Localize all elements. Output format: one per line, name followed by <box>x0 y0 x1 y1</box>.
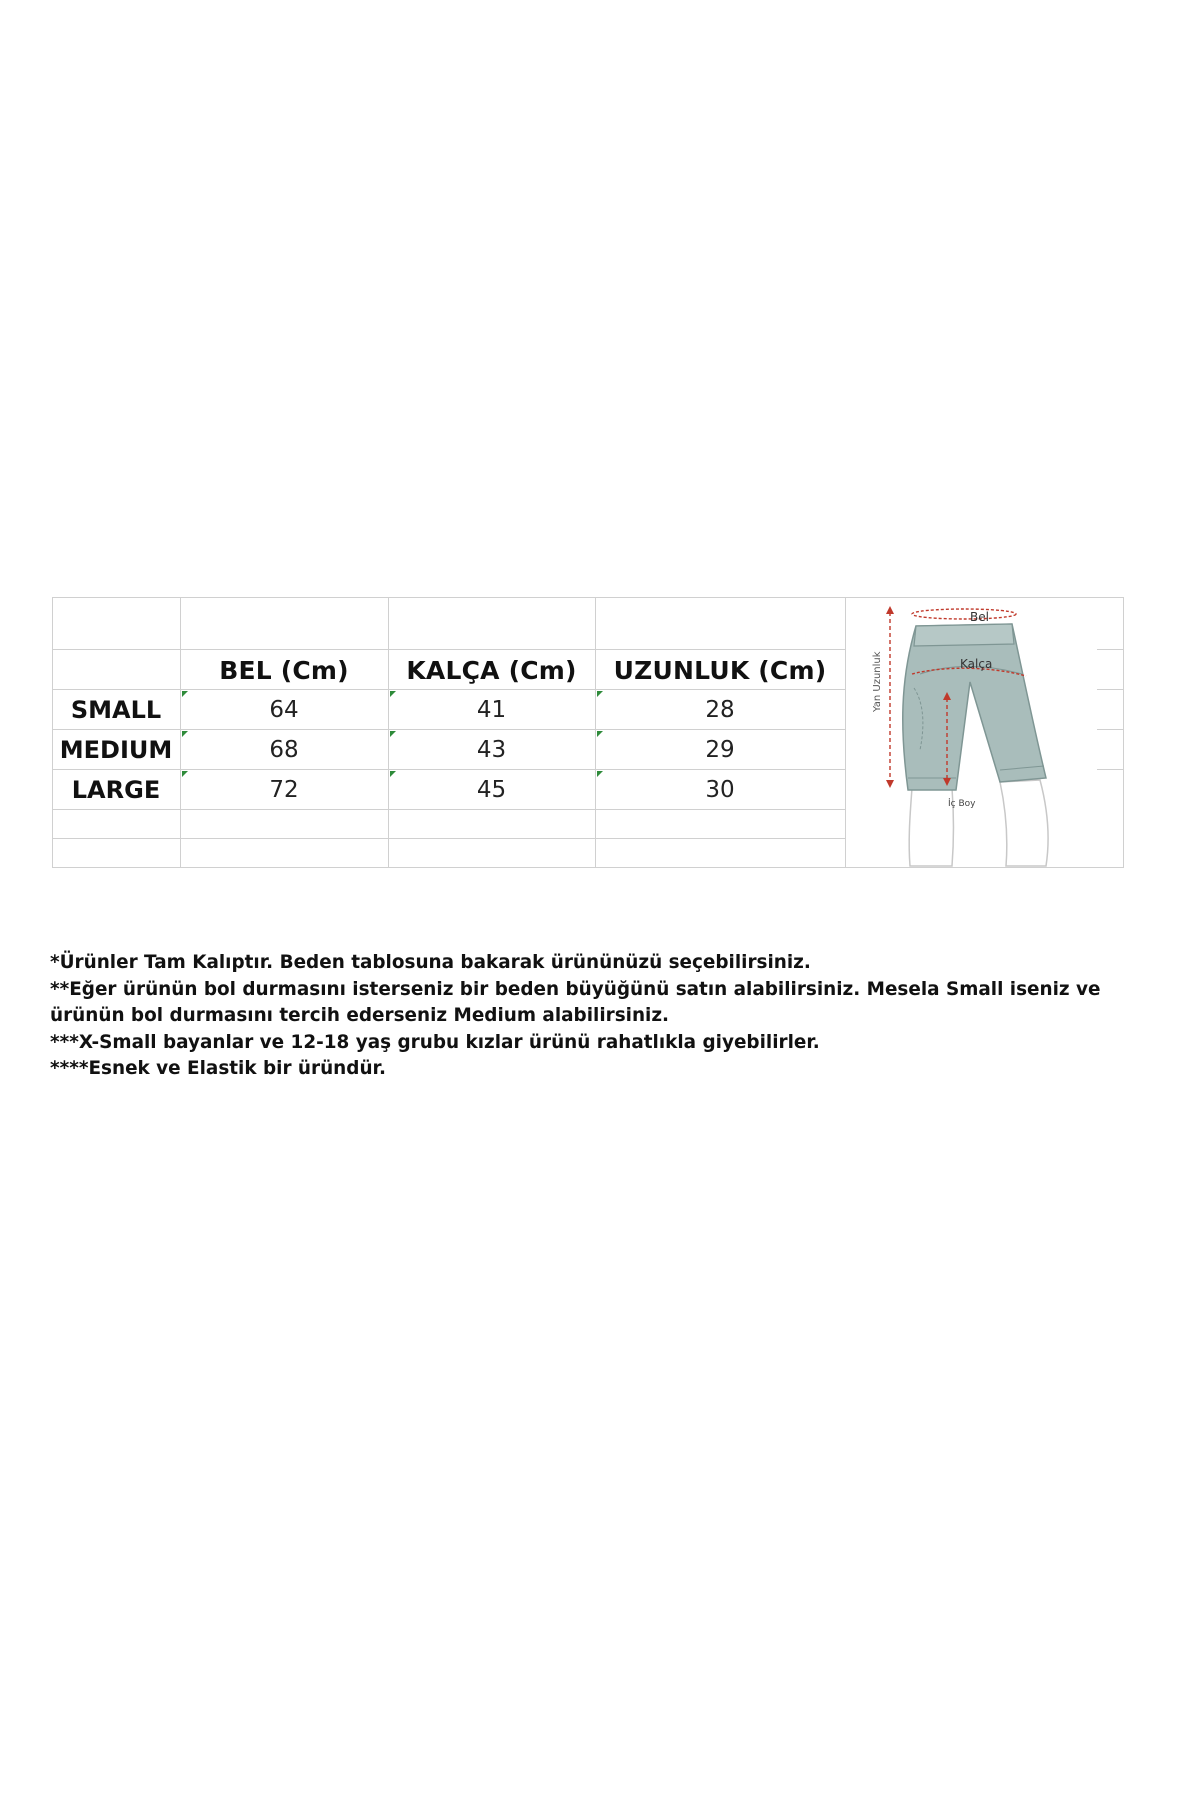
waist-measure <box>912 609 1016 619</box>
cell-marker <box>597 691 603 697</box>
cell-medium-length: 29 <box>705 737 735 763</box>
grid-line <box>52 597 1124 598</box>
cell-marker <box>390 731 396 737</box>
row-label-large: LARGE <box>71 776 161 804</box>
cell-marker <box>182 691 188 697</box>
header-waist: BEL (Cm) <box>219 655 349 685</box>
shorts-body <box>903 624 1046 790</box>
note-1: *Ürünler Tam Kalıptır. Beden tablosuna bakarak ürününüzü seçebilirsiniz. <box>50 952 811 973</box>
waistband <box>914 624 1014 646</box>
grid-line <box>1123 597 1124 868</box>
cell-marker <box>597 731 603 737</box>
row-label-medium: MEDIUM <box>59 736 173 764</box>
shorts-measurement-illustration <box>850 600 1110 868</box>
cell-marker <box>182 771 188 777</box>
cell-marker <box>597 771 603 777</box>
cell-small-hip: 41 <box>476 697 507 723</box>
waist-label: Bel <box>970 610 989 624</box>
row-label-small: SMALL <box>70 696 162 724</box>
cell-large-hip: 45 <box>476 777 507 803</box>
cell-marker <box>182 731 188 737</box>
inseam-label: İç Boy <box>948 799 976 809</box>
cell-medium-waist: 68 <box>269 737 299 763</box>
leg-outline <box>909 788 953 866</box>
header-length: UZUNLUK (Cm) <box>613 655 827 685</box>
note-2: **Eğer ürünün bol durmasını isterseniz bir beden büyüğünü satın alabilirsiniz. Mesela Small iseniz ve ürünün bol durmasını tercih ederseniz Medium alabilirsiniz. <box>50 978 1107 1026</box>
hip-label: Kalça <box>960 657 993 671</box>
leg-outline <box>1000 780 1048 866</box>
cell-medium-hip: 43 <box>476 737 507 763</box>
cell-large-waist: 72 <box>269 777 299 803</box>
note-3: ***X-Small bayanlar ve 12-18 yaş grubu kızlar ürünü rahatlıkla giyebilirler. <box>50 1031 820 1053</box>
notes-section <box>50 950 1160 1083</box>
side-length-label: Yan Uzunluk <box>872 651 883 712</box>
cell-small-waist: 64 <box>269 697 299 723</box>
grid-line <box>52 838 845 839</box>
cell-marker <box>390 691 396 697</box>
header-hip: KALÇA (Cm) <box>406 655 577 685</box>
cell-large-length: 30 <box>705 777 735 803</box>
cell-small-length: 28 <box>705 697 735 723</box>
note-4: ****Esnek ve Elastik bir üründür. <box>50 1058 386 1079</box>
grid-line <box>845 597 846 868</box>
cell-marker <box>390 771 396 777</box>
